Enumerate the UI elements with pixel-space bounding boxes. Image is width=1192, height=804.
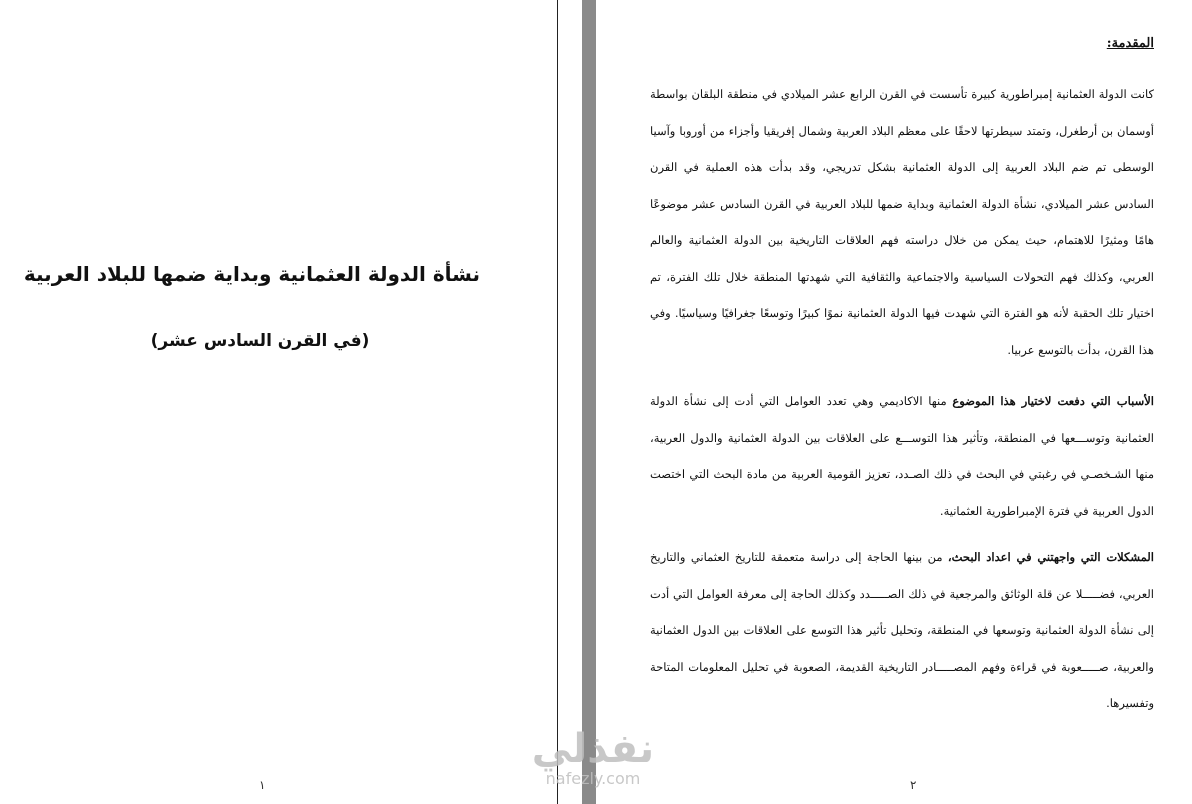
watermark-logo (518, 728, 668, 788)
page-edge-divider (557, 0, 558, 804)
reasons-paragraph (650, 383, 1154, 529)
document-subtitle: (في القرن السادس عشر) (150, 331, 370, 351)
page-number-right: ٢ (910, 778, 917, 792)
reasons-body: منها الاكاديمي وهي تعدد العوامل التي أدت إلى نشأة الدولة العثمانية وتوســـعها في المنطقة، وتأثير هذا التوســـع على العلاقات بين الدولة العثمانية والدول العربية، منها الشـخصـي في رغبتي في البحث في ذلك الصـدد، تعزيز القومية العربية من مادة البحث التي اختصت الدول العربية في فترة الإمبراطورية العثمانية. (650, 394, 1154, 518)
problems-lead: المشكلات التي واجهتني في اعداد البحث، (947, 550, 1154, 564)
section-heading-introduction: المقدمة: (1106, 36, 1154, 51)
watermark-arabic: نفذلي (531, 726, 655, 772)
document-title: نشأة الدولة العثمانية وبداية ضمها للبلاد العربية (23, 262, 480, 286)
page-gutter (582, 0, 596, 804)
right-page (620, 0, 1192, 804)
reasons-lead: الأسباب التي دفعت لاختيار هذا الموضوع (952, 394, 1154, 408)
problems-paragraph (650, 539, 1154, 722)
problems-body: من بينها الحاجة إلى دراسة متعمقة للتاريخ العثماني والتاريخ العربي، فضـــــلا عن قلة الوثائق والمرجعية في ذلك الصـــــدد وكذلك الحاجة إلى معرفة العوامل التي أدت إلى نشأة الدولة العثمانية وتوسعها في المنطقة، وتحليل تأثير هذا التوسع على العلاقات بين الدول العثمانية والعربية، صـــــعوبة في قراءة وفهم المصـــــادر التاريخية القديمة، الصعوبة في تحليل المعلومات المتاحة وتفسيرها. (650, 550, 1154, 710)
left-page (0, 0, 557, 804)
intro-paragraph: كانت الدولة العثمانية إمبراطورية كبيرة تأسست في القرن الرابع عشر الميلادي في منطقة البلقان بواسطة أوسمان بن أرطغرل، وتمتد سيطرتها لاحقًا على معظم البلاد العربية وشمال إفريقيا وأجزاء من أوروبا وآسيا الوسطى تم ضم البلاد العربية إلى الدولة العثمانية بشكل تدريجي، وقد بدأت هذه العملية في القرن السادس عشر الميلادي، نشأة الدولة العثمانية وبداية ضمها للبلاد العربية في القرن السادس عشر موضوعًا هامًا ومثيرًا للاهتمام، حيث يمكن من خلال دراسته فهم العلاقات التاريخية بين الدولة العثمانية والعالم العربي، وكذلك فهم التحولات السياسية والاجتماعية والثقافية التي شهدتها المنطقة خلال تلك الفترة، تم اختيار تلك الحقبة لأنه هو الفترة التي شهدت فيها الدولة العثمانية نموًا كبيرًا وتوسعًا جغرافيًا وسياسيًا. وفي هذا القرن، بدأت بالتوسع عربيا. (650, 87, 1154, 357)
page-number-left: ١ (259, 778, 266, 792)
watermark-latin: nafezly.com (545, 769, 641, 788)
